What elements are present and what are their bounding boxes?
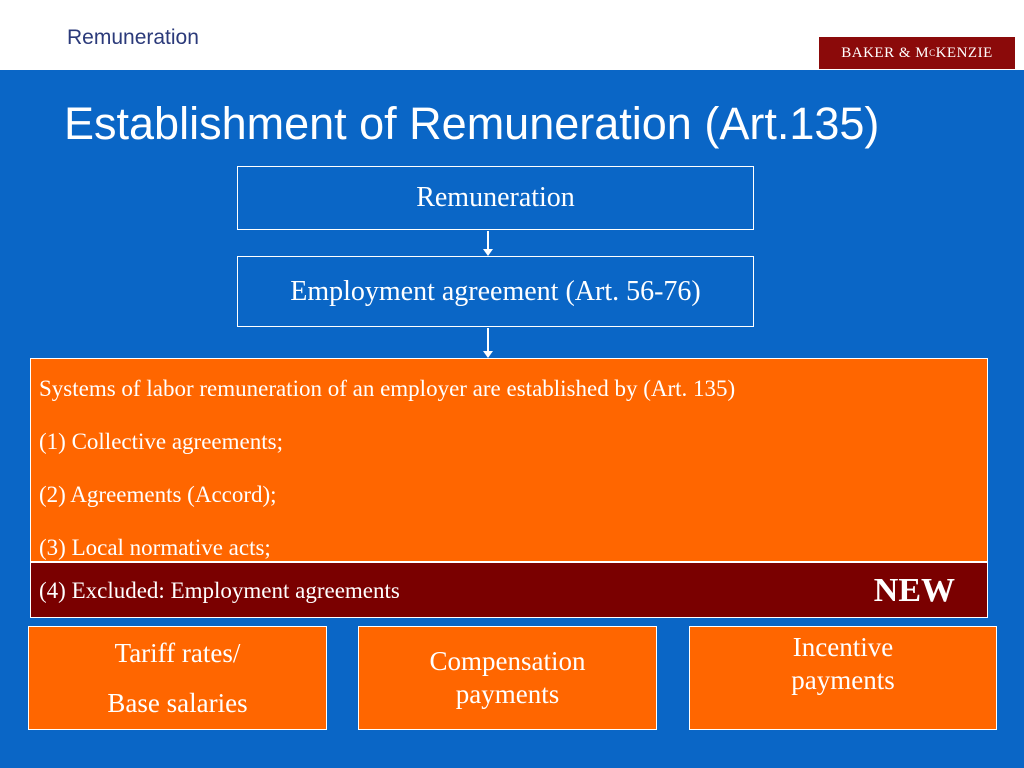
baker-mckenzie-logo: BAKER & M C KENZIE [819,37,1015,69]
box-line: payments [455,679,560,709]
box-line: Tariff rates/ [114,637,241,668]
tariff-rates-box [28,626,327,730]
arrow-down [487,328,489,356]
box-line: Base salaries [107,687,248,718]
section-title: Remuneration [67,26,199,49]
box-line: Incentive [792,632,894,662]
arrow-down [487,231,489,254]
systems-heading: Systems of labor remuneration of an employer are established by (Art. 135) [39,376,736,401]
slide-title: Establishment of Remuneration (Art.135) [64,98,880,149]
incentive-payments-box [689,626,997,730]
excluded-box [30,562,988,618]
remuneration-box: Remuneration [237,166,754,230]
compensation-payments-box [358,626,657,730]
top-bar [0,0,1024,70]
systems-item: (2) Agreements (Accord); [39,482,277,507]
systems-box [30,358,988,562]
excluded-text: (4) Excluded: Employment agreements [39,578,400,603]
systems-item: (3) Local normative acts; [39,535,271,560]
employment-agreement-box: Employment agreement (Art. 56-76) [237,256,754,327]
systems-item: (1) Collective agreements; [39,429,283,454]
new-badge: NEW [873,572,955,609]
box-line: payments [791,665,895,695]
box-line: Compensation [429,646,586,676]
